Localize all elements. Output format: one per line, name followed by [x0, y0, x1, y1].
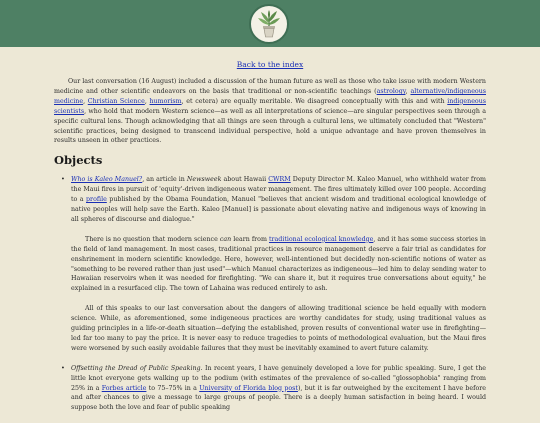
- bullet: •: [61, 363, 65, 372]
- emphasis: can: [219, 235, 232, 243]
- humorism-link[interactable]: humorism: [149, 97, 182, 105]
- source-name: Newsweek: [186, 176, 222, 184]
- traditional-ecological-knowledge-link[interactable]: traditional ecological knowledge: [269, 235, 374, 243]
- item-title: Offsetting the Dread of Public Speaking: [71, 364, 201, 372]
- intro-text: ,: [144, 97, 150, 105]
- item-text: There is no question that modern science: [85, 235, 220, 243]
- site-logo[interactable]: [249, 4, 289, 44]
- forbes-article-link[interactable]: Forbes article: [101, 384, 147, 392]
- intro-text: ,: [83, 97, 88, 105]
- item-paragraph: [71, 175, 486, 225]
- astrology-link[interactable]: astrology: [376, 87, 406, 95]
- item-text: , and it has some success stories in the field of land management. In most cases, traditional practices in resource management deserve a fair trial as candidates for enshrinement in modern scientific knowledge. Here, however, well-intentioned but decidedly non-scientific notions of water as "something to be revered rather than just used"—which Manuel characterizes as indigeneous—led him to delay sending water to Hawaiian reservoirs when it was needed for firefighting. "We can share it, but it requires true conversations about equity," he explained in a resurfaced clip. The town of Lahaina was reduced entirely to ash.: [71, 235, 486, 293]
- article-title[interactable]: Who is Kaleo Manuel?: [71, 176, 143, 184]
- item-paragraph: [71, 235, 486, 294]
- intro-text: , who hold that modern Western science—as well as all interpretations of science—are singular perspectives seen through a specific cultural lens. Though acknowledging that all things are seen through a cultural lens, we ultimately concluded that "Western" scientific practices, being designed to transcend individual perspective, hold a unique advantage and have proven themselves in results unseen in other practices.: [54, 107, 486, 145]
- indigeneous-scientists-link[interactable]: indigeneous scientists: [54, 97, 486, 115]
- back-to-index-link[interactable]: Back to the index: [236, 60, 304, 69]
- alternative-medicine-link[interactable]: alternative/indigeneous medicine: [54, 87, 486, 105]
- item-paragraph: All of this speaks to our last conversation about the dangers of allowing traditional science be held equally with modern science. While, as aforementioned, some indigeneous practices are worthy candidates for study, using traditional values as guiding principles in a life-or-death situation—defying the established, proven results of conventional water use in firefighting—led far too many to pay the price. It is never easy to reduce tragedies to points of methodological evaluation, but the Maui fires were worsened by such easily avoidable failures that they must be inevitably examined to avert future calamity.: [71, 305, 486, 352]
- site-header: [0, 0, 540, 47]
- christian-science-link[interactable]: Christian Science: [87, 97, 145, 105]
- item-text: to 75–75% in a: [146, 384, 200, 392]
- item-text: published by the Obama Foundation, Manuel "believes that ancient wisdom and traditional ecological knowledge of native peoples will help save the Earth. Kaleo [Manuel] is passionate about elevating native and indigenous ways of knowing in all spheres of discourse and dialogue.": [71, 196, 486, 223]
- profile-link[interactable]: profile: [86, 196, 107, 204]
- list-item: [54, 364, 486, 414]
- item-text: learn from: [231, 235, 269, 243]
- intro-text: , et cetera) are equally meritable. We disagreed conceptually with this and with: [181, 97, 448, 105]
- intro-paragraph: [54, 77, 486, 146]
- intro-text: Our last conversation (16 August) included a discussion of the human future as well as those who take issue with modern Western medicine and other scientific endeavors on the basis that traditional or non-scientific teachings (: [54, 78, 486, 95]
- kaleo-manuel-article-link[interactable]: [71, 176, 142, 183]
- intro-text: ,: [405, 87, 411, 95]
- university-of-florida-link[interactable]: University of Florida blog post: [199, 384, 298, 392]
- objects-heading: Objects: [54, 153, 103, 168]
- list-item: [54, 175, 486, 354]
- item-text: about Hawaii: [221, 176, 269, 184]
- item-text: Deputy Director M. Kaleo Manuel, who withheld water from the Maui fires in pursuit of 'equity'-driven indigeneous water management. The fires ultimately killed over 100 people. According to a: [71, 176, 486, 204]
- main-content: [54, 77, 486, 423]
- item-text: . In recent years, I have genuinely developed a love for public speaking. Sure, I get the little knot everyone gets walking up to the podium (with estimates of the prevalence of so-called "glossophobia" ranging from 25% in a: [71, 364, 486, 392]
- cwrm-link[interactable]: CWRM: [268, 176, 291, 184]
- bullet: •: [61, 175, 65, 184]
- item-paragraph: [71, 364, 486, 414]
- potted-plant-icon: [255, 9, 283, 39]
- item-text: , an article in: [142, 176, 187, 184]
- item-text: ), but it is far outweighed by the excitement I have before and after chances to give a message to large groups of people. There is a deeply human satisfaction in being heard. I would suppose both the love and fear of public speaking: [71, 384, 486, 412]
